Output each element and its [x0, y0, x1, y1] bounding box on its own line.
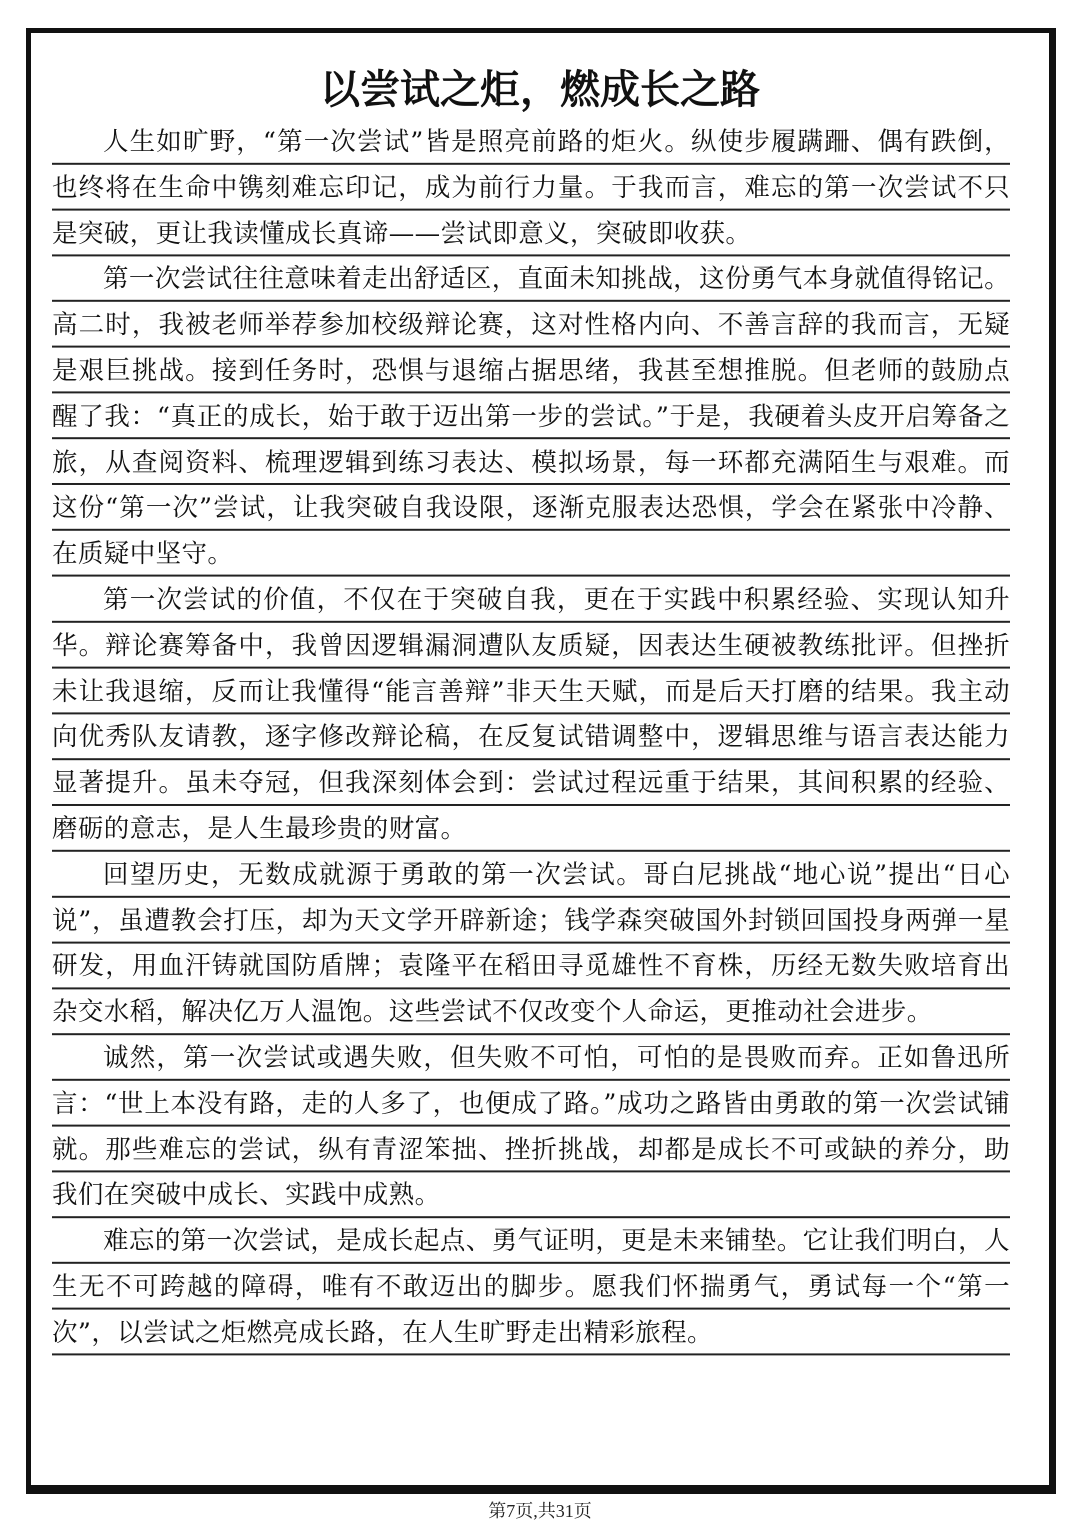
- paragraph-1: 人生如旷野，“第一次尝试”皆是照亮前路的炬火。纵使步履蹒跚、偶有跌倒，也终将在生命中镌刻难忘印记，成为前行力量。于我而言，难忘的第一次尝试不只是突破，更让我读懂成长真谛——尝试即意义，突破即收获。: [52, 120, 1010, 257]
- page-number: 第7页,共31页: [488, 1501, 592, 1521]
- paragraph-5: 诚然，第一次尝试或遇失败，但失败不可怕，可怕的是畏败而弃。正如鲁迅所言：“世上本没有路，走的人多了，也便成了路。”成功之路皆由勇敢的第一次尝试铺就。那些难忘的尝试，纵有青涩笨拙、挫折挑战，却都是成长不可或缺的养分，助我们在突破中成长、实践中成熟。: [52, 1036, 1010, 1219]
- essay-title: 以尝试之炬，燃成长之路: [320, 67, 760, 113]
- essay-body: [52, 120, 1010, 1357]
- paragraph-4: 回望历史，无数成就源于勇敢的第一次尝试。哥白尼挑战“地心说”提出“日心说”，虽遭教会打压，却为天文学开辟新途；钱学森突破国外封锁回国投身两弹一星研发，用血汗铸就国防盾牌；袁隆平在稻田寻觅雄性不育株，历经无数失败培育出杂交水稻，解决亿万人温饱。这些尝试不仅改变个人命运，更推动社会进步。: [52, 853, 1010, 1036]
- paragraph-6: 难忘的第一次尝试，是成长起点、勇气证明，更是未来铺垫。它让我们明白，人生无不可跨越的障碍，唯有不敢迈出的脚步。愿我们怀揣勇气，勇试每一个“第一次”，以尝试之炬燃亮成长路，在人生旷野走出精彩旅程。: [52, 1219, 1010, 1356]
- paragraph-3: 第一次尝试的价值，不仅在于突破自我，更在于实践中积累经验、实现认知升华。辩论赛筹备中，我曾因逻辑漏洞遭队友质疑，因表达生硬被教练批评。但挫折未让我退缩，反而让我懂得“能言善辩”非天生天赋，而是后天打磨的结果。我主动向优秀队友请教，逐字修改辩论稿，在反复试错调整中，逻辑思维与语言表达能力显著提升。虽未夺冠，但我深刻体会到：尝试过程远重于结果，其间积累的经验、磨砺的意志，是人生最珍贵的财富。: [52, 578, 1010, 853]
- paragraph-2: 第一次尝试往往意味着走出舒适区，直面未知挑战，这份勇气本身就值得铭记。高二时，我被老师举荐参加校级辩论赛，这对性格内向、不善言辞的我而言，无疑是艰巨挑战。接到任务时，恐惧与退缩占据思绪，我甚至想推脱。但老师的鼓励点醒了我：“真正的成长，始于敢于迈出第一步的尝试。”于是，我硬着头皮开启筹备之旅，从查阅资料、梳理逻辑到练习表达、模拟场景，每一环都充满陌生与艰难。而这份“第一次”尝试，让我突破自我设限，逐渐克服表达恐惧，学会在紧张中冷静、在质疑中坚守。: [52, 257, 1010, 578]
